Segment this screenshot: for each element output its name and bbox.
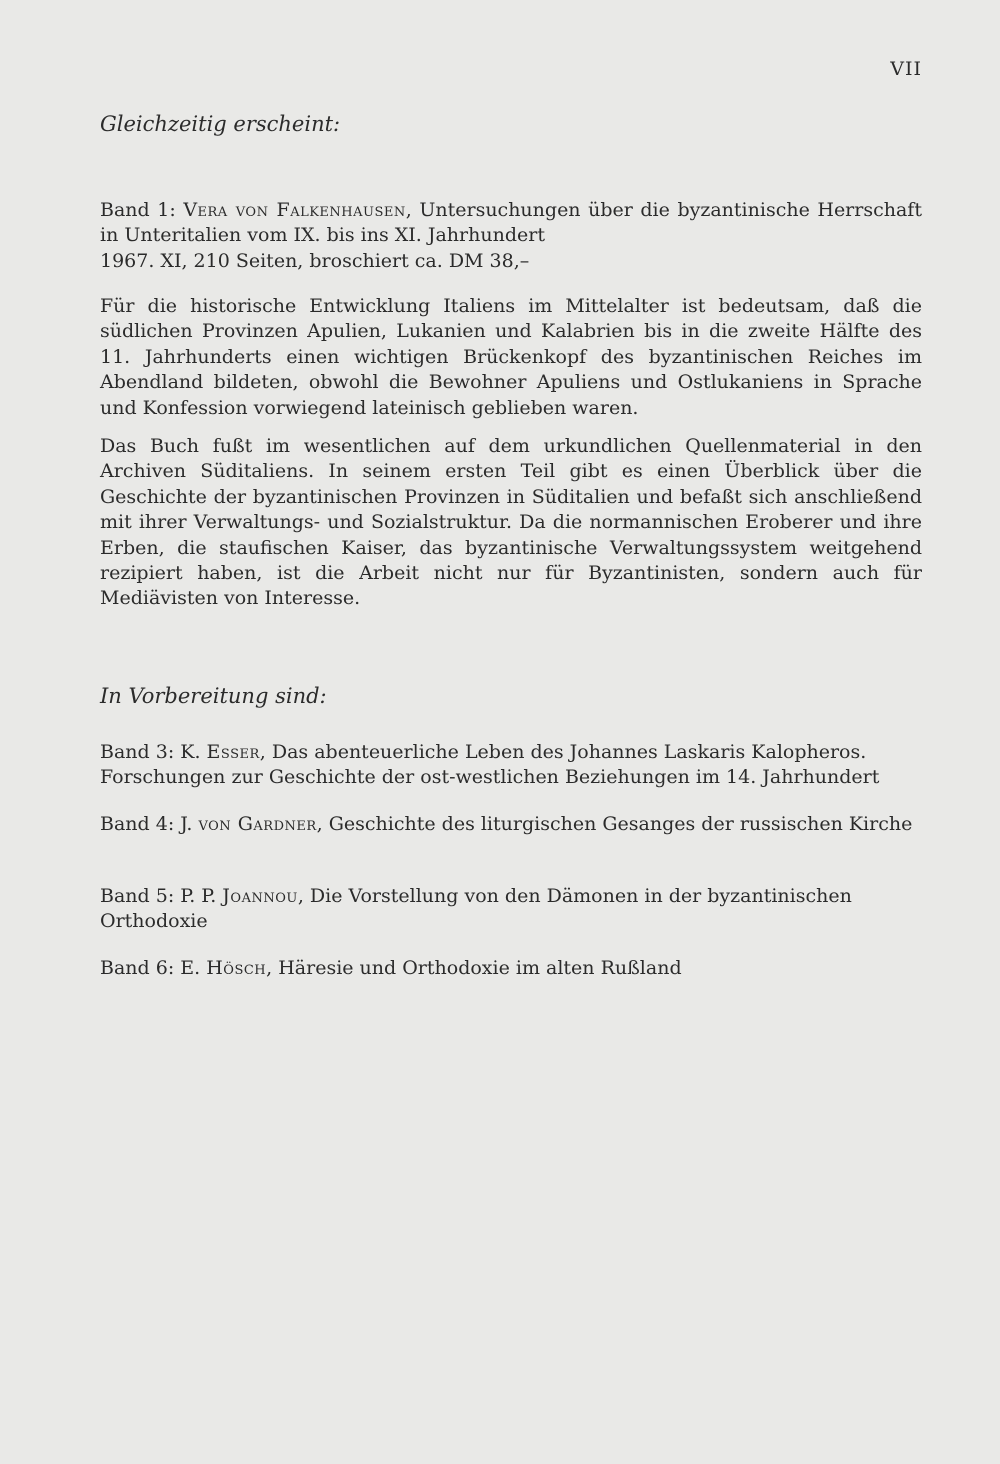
band4-author: von Gardner bbox=[198, 813, 317, 835]
band3-entry bbox=[100, 740, 922, 791]
band3-author: Esser bbox=[206, 741, 260, 763]
band4-title: , Geschichte des liturgischen Gesanges der russischen Kirche bbox=[316, 813, 913, 835]
band5-title: , Die Vorstellung von den Dämonen in der byzantinischen Orthodoxie bbox=[100, 885, 852, 933]
section-heading-gleichzeitig: Gleichzeitig erscheint: bbox=[100, 112, 341, 136]
page-number: VII bbox=[890, 58, 922, 80]
paragraph-history: Für die historische Entwicklung Italiens im Mittelalter ist bedeutsam, daß die südlichen Provinzen Apulien, Lukanien und Kalabrien bis in die zweite Hälfte des 11. Jahrhunderts einen wichtigen Brückenkopf des byzantinischen Reiches im Abendland bildeten, obwohl die Bewohner Apuliens und Ostlukaniens in Sprache und Konfession vorwiegend lateinisch geblieben waren. bbox=[100, 295, 922, 419]
band5-prefix: Band 5: P. P. bbox=[100, 885, 223, 907]
band1-pubinfo: 1967. XI, 210 Seiten, broschiert ca. DM 38,– bbox=[100, 249, 530, 272]
band4-prefix: Band 4: J. bbox=[100, 813, 199, 835]
band3-prefix: Band 3: K. bbox=[100, 741, 207, 763]
band6-prefix: Band 6: E. bbox=[100, 957, 207, 979]
band6-entry bbox=[100, 956, 922, 981]
band3-title: , Das abenteuerliche Leben des Johannes Laskaris Kalopheros. Forschungen zur Geschichte der ost-westlichen Beziehungen im 14. Jahrhundert bbox=[100, 741, 880, 789]
section-heading-vorbereitung: In Vorbereitung sind: bbox=[100, 684, 327, 708]
band1-prefix: Band 1: bbox=[100, 199, 184, 221]
band6-author: Hösch bbox=[206, 957, 267, 979]
band1-entry bbox=[100, 198, 922, 274]
band6-title: , Häresie und Orthodoxie im alten Rußland bbox=[266, 957, 682, 979]
band5-author: Joannou bbox=[222, 885, 298, 907]
band4-entry bbox=[100, 812, 922, 837]
band5-entry bbox=[100, 884, 922, 935]
band1-author: Vera von Falkenhausen bbox=[183, 199, 406, 221]
band1-title: , Untersuchungen über die byzantinische Herrschaft in Unteritalien vom IX. bis ins XI. Jahrhundert bbox=[100, 199, 922, 247]
paragraph-book-summary: Das Buch fußt im wesentlichen auf dem urkundlichen Quellenmaterial in den Archiven Süditaliens. In seinem ersten Teil gibt es einen Überblick über die Geschichte der byzantinischen Provinzen in Süditalien und befaßt sich anschließend mit ihrer Verwaltungs- und Sozialstruktur. Da die normannischen Eroberer und ihre Erben, die staufischen Kaiser, das byzantinische Verwaltungssystem weitgehend rezipiert haben, ist die Arbeit nicht nur für Byzantinisten, sondern auch für Mediävisten von Interesse. bbox=[100, 435, 922, 610]
